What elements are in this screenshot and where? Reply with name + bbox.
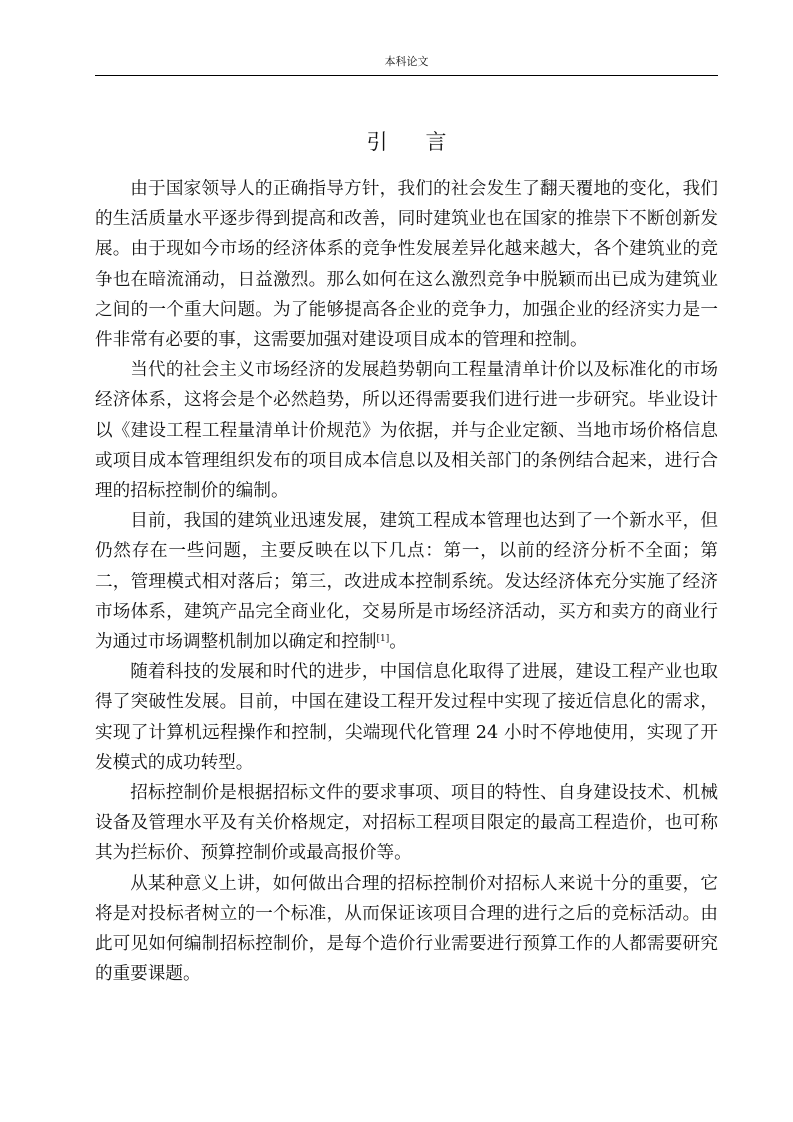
paragraph-6 [95,869,718,990]
paragraph-5-text: 招标控制价是根据招标文件的要求事项、项目的特性、自身建设技术、机械设备及管理水平及有关价格规定，对招标工程项目限定的最高工程造价，也可称其为拦标价、预算控制价或最高报价等。 [95,783,718,864]
paragraph-3 [95,506,718,657]
paragraph-2-text: 当代的社会主义市场经济的发展趋势朝向工程量清单计价以及标准化的市场经济体系，这将会是个必然趋势，所以还得需要我们进行进一步研究。毕业设计以《建设工程工程量清单计价规范》为依据，并与企业定额、当地市场价格信息或项目成本管理组织发布的项目成本信息以及相关部门的条例结合起来，进行合理的招标控制价的编制。 [95,360,718,502]
section-title: 引言 [366,130,485,154]
paragraph-6-text: 从某种意义上讲，如何做出合理的招标控制价对招标人来说十分的重要，它将是对投标者树立的一个标准，从而保证该项目合理的进行之后的竞标活动。由此可见如何编制招标控制价，是每个造价行业需要进行预算工作的人都需要研究的重要课题。 [95,873,718,985]
paragraph-1-text: 由于国家领导人的正确指导方针，我们的社会发生了翻天覆地的变化，我们的生活质量水平逐步得到提高和改善，同时建筑业也在国家的推崇下不断创新发展。由于现如今市场的经济体系的竞争性发展差异化越来越大，各个建筑业的竞争也在暗流涌动，日益激烈。那么如何在这么激烈竞争中脱颖而出已成为建筑业之间的一个重大问题。为了能够提高各企业的竞争力，加强企业的经济实力是一件非常有必要的事，这需要加强对建设项目成本的管理和控制。 [95,179,718,351]
running-header [95,55,718,76]
paragraph-2 [95,355,718,506]
paragraph-4-text: 随着科技的发展和时代的进步，中国信息化取得了进展，建设工程产业也取得了突破性发展。目前，中国在建设工程开发过程中实现了接近信息化的需求，实现了计算机远程操作和控制，尖端现代化管理 24 小时不停地使用，实现了开发模式的成功转型。 [95,662,718,773]
paragraph-5 [95,778,718,869]
paragraph-4 [95,657,718,778]
paragraph-3-text: 目前，我国的建筑业迅速发展，建筑工程成本管理也达到了一个新水平，但仍然存在一些问题，主要反映在以下几点：第一，以前的经济分析不全面；第二，管理模式相对落后；第三，改进成本控制系统。发达经济体充分实施了经济市场体系，建筑产品完全商业化，交易所是市场经济活动，买方和卖方的商业行为通过市场调整机制加以确定和控制 [95,511,718,653]
running-header-title: 本科论文 [384,55,429,68]
citation-marker: [1] [376,634,390,645]
paragraph-3-ending: 。 [389,632,407,653]
paragraph-1 [95,174,718,355]
body-text [95,174,718,989]
